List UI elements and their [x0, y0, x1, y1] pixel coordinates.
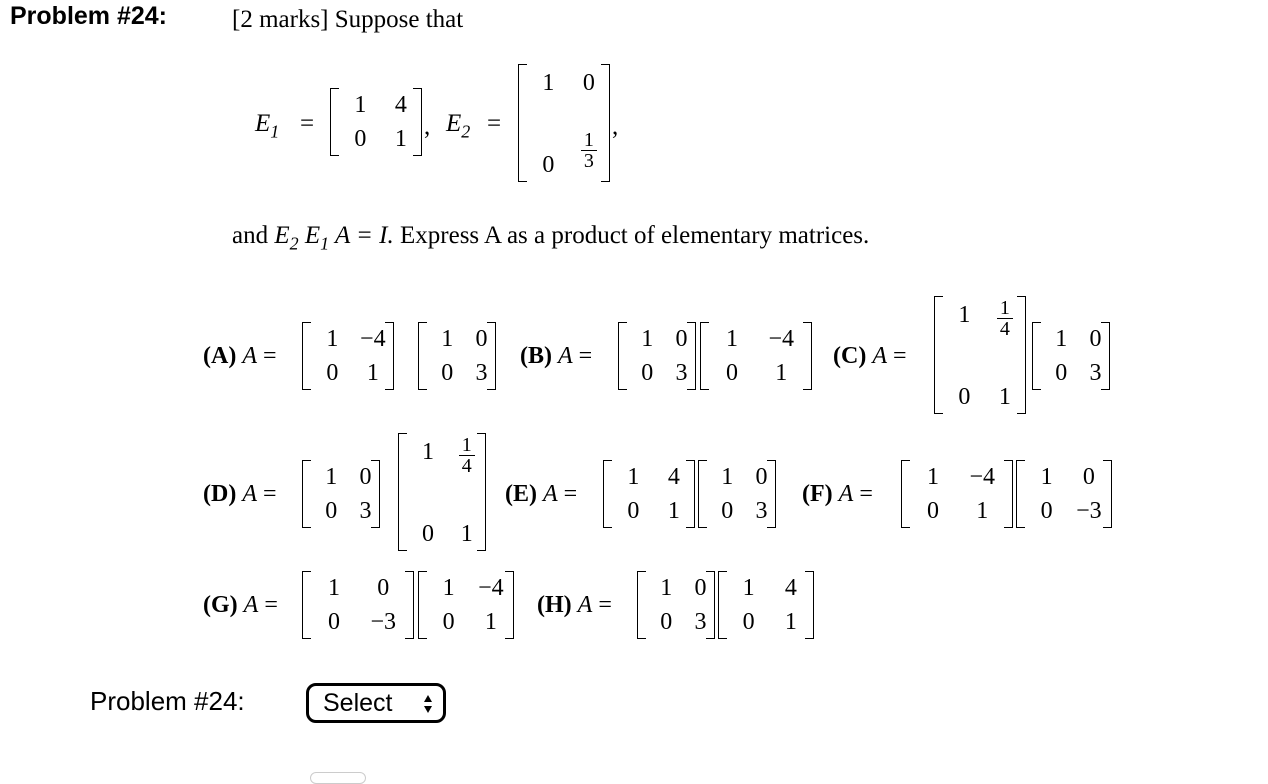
bracket-left [700, 322, 709, 390]
matrix-e1 [330, 88, 422, 156]
matrix-cell: 1 [542, 70, 555, 96]
matrix-cell: 0 [1040, 498, 1053, 524]
matrix-cell: 0 [354, 126, 367, 152]
bracket-right [405, 571, 414, 639]
matrix-cell: 0 [327, 609, 340, 635]
matrix-cell: 1 [958, 302, 971, 328]
matrix-cell: 1 [1040, 464, 1053, 490]
matrix-cell: 0 [926, 498, 939, 524]
choice-matrix [1016, 460, 1112, 528]
matrix-cell: 0 [958, 384, 971, 410]
choice-matrix [302, 460, 380, 528]
bracket-right [803, 322, 812, 390]
matrix-cell: 0 [326, 360, 339, 386]
matrix-cell: 1 [325, 464, 338, 490]
choice-label: (F) A = [802, 481, 873, 507]
choice-label: (G) A = [203, 592, 278, 618]
matrix-cell: 0 [641, 360, 654, 386]
choice-matrix [637, 571, 715, 639]
matrix-cell: 0 [359, 464, 372, 490]
choice-matrix [302, 571, 414, 639]
matrix-cell: 3 [694, 609, 707, 635]
matrix-e2 [518, 64, 610, 182]
choice-matrix [398, 433, 486, 551]
bracket-right [1004, 460, 1013, 528]
matrix-cell: 4 [394, 92, 407, 118]
matrix-cell: −4 [969, 464, 995, 490]
problem-statement: and $E_2$ $E_1$ A = I. Express A as a product of elementary matrices. [232, 222, 870, 254]
matrix-cell: 0 [742, 609, 755, 635]
matrix-cell: 0 [475, 326, 488, 352]
partial-element [310, 772, 366, 784]
matrix-cell: 1 [775, 360, 788, 386]
matrix-cell: 0 [725, 360, 738, 386]
updown-chevron-icon [423, 694, 433, 714]
matrix-cell: 0 [755, 464, 768, 490]
choice-matrix [1032, 322, 1110, 390]
e2-label: $E_2$ [446, 110, 471, 142]
matrix-cell: 1 [926, 464, 939, 490]
matrix-cell: 0 [721, 498, 734, 524]
comma: , [612, 113, 619, 140]
choice-matrix [934, 296, 1026, 414]
matrix-cell: 0 [542, 152, 555, 178]
matrix-cell: 1 [326, 326, 339, 352]
comma: , [424, 113, 431, 140]
choice-label: (C) A = [833, 343, 907, 369]
matrix-cell: 1 [660, 575, 673, 601]
choice-matrix [698, 460, 776, 528]
matrix-cell: 0 [422, 521, 435, 547]
matrix-cell: 0 [1055, 360, 1068, 386]
matrix-cell: 3 [475, 360, 488, 386]
matrix-cell: $\frac{1}{4}$ [982, 298, 1028, 341]
matrix-cell: 1 [441, 326, 454, 352]
matrix-cell: $\frac{1}{3}$ [566, 130, 612, 173]
matrix-cell: 1 [998, 384, 1011, 410]
choice-label: (E) A = [505, 481, 578, 507]
matrix-cell: 0 [675, 326, 688, 352]
problem-marks: [2 marks] Suppose that [232, 6, 464, 33]
e1-label: $E_1$ [255, 110, 280, 142]
matrix-cell: 0 [442, 609, 455, 635]
choice-matrix [302, 322, 394, 390]
matrix-cell: 1 [327, 575, 340, 601]
bracket-left [302, 571, 311, 639]
select-value: Select [323, 688, 393, 717]
answer-select[interactable] [306, 683, 446, 723]
matrix-cell: 3 [755, 498, 768, 524]
bracket-left [901, 460, 910, 528]
matrix-cell: 1 [627, 464, 640, 490]
matrix-cell: 1 [721, 464, 734, 490]
answer-label: Problem #24: [90, 686, 245, 716]
matrix-cell: −3 [1076, 498, 1102, 524]
matrix-cell: 1 [354, 92, 367, 118]
matrix-cell: −4 [360, 326, 386, 352]
e1-equals: = [300, 110, 315, 137]
choice-label: (B) A = [520, 343, 593, 369]
matrix-cell: −4 [478, 575, 504, 601]
matrix-cell: 1 [667, 498, 680, 524]
choice-matrix [418, 322, 496, 390]
matrix-cell: 1 [366, 360, 379, 386]
choice-label: (H) A = [537, 592, 612, 618]
matrix-cell: 1 [460, 521, 473, 547]
choice-matrix [700, 322, 812, 390]
matrix-cell: 1 [1055, 326, 1068, 352]
matrix-cell: 0 [1082, 464, 1095, 490]
choice-matrix [901, 460, 1013, 528]
matrix-cell: 3 [359, 498, 372, 524]
choice-label: (D) A = [203, 481, 277, 507]
matrix-cell: 4 [784, 575, 797, 601]
matrix-cell: 3 [1089, 360, 1102, 386]
matrix-cell: 1 [976, 498, 989, 524]
matrix-cell: 1 [422, 439, 435, 465]
matrix-cell: −3 [370, 609, 396, 635]
e2-equals: = [487, 110, 502, 137]
choice-matrix [603, 460, 695, 528]
matrix-cell: 1 [394, 126, 407, 152]
matrix-cell: −4 [768, 326, 794, 352]
matrix-cell: 0 [441, 360, 454, 386]
choice-matrix [418, 571, 514, 639]
matrix-cell: 1 [784, 609, 797, 635]
choice-label: (A) A = [203, 343, 277, 369]
matrix-cell: 0 [582, 70, 595, 96]
choice-matrix [618, 322, 696, 390]
choice-matrix [718, 571, 814, 639]
matrix-cell: 1 [641, 326, 654, 352]
matrix-cell: 3 [675, 360, 688, 386]
problem-title: Problem #24: [10, 2, 168, 30]
matrix-cell: 0 [660, 609, 673, 635]
matrix-cell: 0 [325, 498, 338, 524]
matrix-cell: 1 [742, 575, 755, 601]
matrix-cell: 1 [725, 326, 738, 352]
matrix-cell: 0 [694, 575, 707, 601]
matrix-cell: 4 [667, 464, 680, 490]
matrix-cell: 0 [627, 498, 640, 524]
matrix-cell: 0 [1089, 326, 1102, 352]
matrix-cell: 0 [377, 575, 390, 601]
matrix-cell: $\frac{1}{4}$ [444, 435, 490, 478]
matrix-cell: 1 [442, 575, 455, 601]
matrix-cell: 1 [484, 609, 497, 635]
